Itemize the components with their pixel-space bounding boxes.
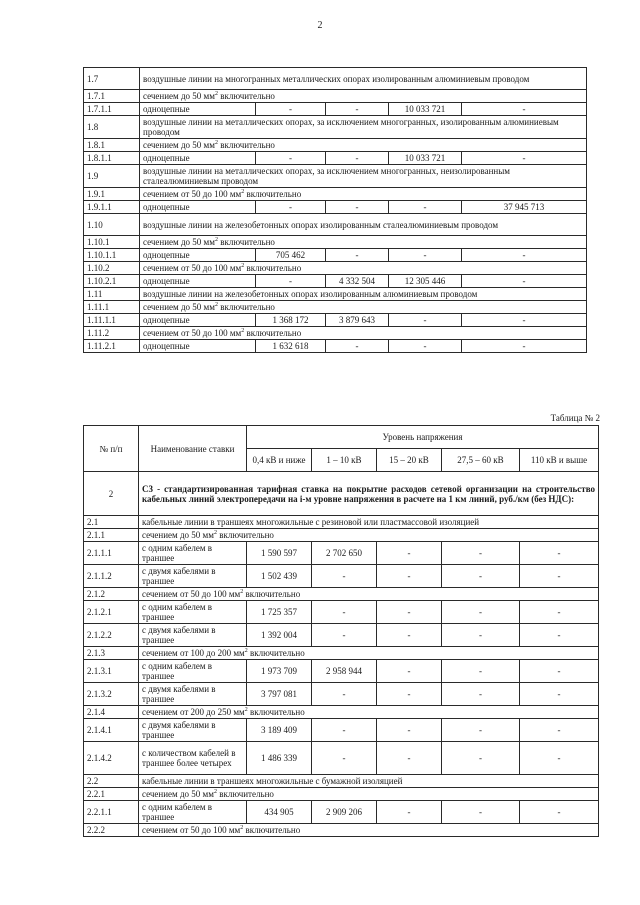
value-cell: -	[442, 801, 520, 824]
row-description	[139, 742, 247, 775]
header-col-15-20kv: 15 – 20 кВ	[377, 449, 442, 472]
value-cell: -	[312, 683, 377, 706]
description-text: воздушные линии на металлических опорах, за исключением многогранных, изолированным алюминиевым проводом	[143, 117, 559, 137]
row-description	[140, 90, 587, 103]
row-number: 1.9.1	[84, 188, 140, 201]
row-description	[139, 601, 247, 624]
page-number: 2	[317, 20, 323, 31]
value-cell: -	[462, 152, 587, 165]
description-suffix: включительно	[247, 648, 305, 658]
value-cell: -	[312, 565, 377, 588]
description-suffix: включительно	[216, 530, 274, 540]
unit-superscript: 2	[214, 140, 218, 146]
table-row	[84, 824, 599, 837]
value-cell: -	[462, 275, 587, 288]
table-row	[84, 683, 599, 706]
row-number: 1.11.1	[84, 301, 140, 314]
value-cell: -	[520, 719, 599, 742]
description-text: сечением от 50 до 100 мм	[143, 189, 242, 199]
value-cell: -	[377, 660, 442, 683]
value-cell: -	[312, 719, 377, 742]
value-cell: 3 189 409	[247, 719, 312, 742]
unit-superscript: 2	[213, 530, 217, 536]
row-description	[139, 706, 599, 719]
value-cell: -	[377, 624, 442, 647]
value-cell: -	[520, 660, 599, 683]
description-text: сечением от 50 до 100 мм	[142, 825, 241, 835]
row-description	[139, 529, 599, 542]
description-text: с одним кабелем в траншее	[142, 802, 213, 822]
value-cell: -	[389, 314, 462, 327]
description-text: кабельные линии в траншеях многожильные с бумажной изоляцией	[142, 776, 403, 786]
description-text: воздушные линии на многогранных металлических опорах изолированным алюминиевым проводом	[143, 73, 530, 84]
description-text: сечением от 50 до 100 мм	[143, 328, 242, 338]
description-text: с двумя кабелями в траншее	[142, 566, 216, 586]
row-number: 2.1.4	[84, 706, 139, 719]
value-cell: -	[442, 565, 520, 588]
value-cell: -	[442, 542, 520, 565]
description-suffix: включительно	[247, 707, 305, 717]
row-number: 1.8	[84, 116, 140, 139]
unit-superscript: 2	[214, 91, 218, 97]
table-row	[84, 236, 587, 249]
header-number-col: № п/п	[84, 426, 139, 472]
row-description	[140, 214, 587, 236]
row-description	[139, 801, 247, 824]
value-cell: -	[377, 719, 442, 742]
row-number: 1.9.1.1	[84, 201, 140, 214]
header-col-27-60kv: 27,5 – 60 кВ	[442, 449, 520, 472]
value-cell: 1 392 004	[247, 624, 312, 647]
table-row	[84, 188, 587, 201]
value-cell: -	[442, 742, 520, 775]
description-text: с одним кабелем в траншее	[142, 543, 213, 563]
table-row	[84, 529, 599, 542]
value-cell: -	[326, 340, 389, 353]
row-number: 2.1.4.1	[84, 719, 139, 742]
table-row	[84, 340, 587, 353]
value-cell: -	[520, 542, 599, 565]
value-cell: 705 462	[256, 249, 326, 262]
value-cell: -	[326, 103, 389, 116]
description-text: сечением до 50 мм	[143, 91, 215, 101]
header-col-04kv: 0,4 кВ и ниже	[247, 449, 312, 472]
row-number: 1.11.2	[84, 327, 140, 340]
row-description	[140, 165, 587, 188]
description-text: сечением до 50 мм	[143, 302, 215, 312]
table-row	[84, 775, 599, 788]
table-row	[84, 249, 587, 262]
description-text: сечением от 200 до 250 мм	[142, 707, 245, 717]
row-description	[140, 139, 587, 152]
description-text: сечением до 50 мм	[143, 140, 215, 150]
value-cell: -	[462, 314, 587, 327]
value-cell: -	[462, 103, 587, 116]
value-cell: -	[520, 601, 599, 624]
row-description	[139, 775, 599, 788]
table-row	[84, 706, 599, 719]
row-description	[139, 683, 247, 706]
value-cell: 12 305 446	[389, 275, 462, 288]
header-col-1-10kv: 1 – 10 кВ	[312, 449, 377, 472]
row-description	[140, 262, 587, 275]
unit-superscript: 2	[244, 648, 248, 654]
table-row	[84, 103, 587, 116]
row-number: 2.1.2.1	[84, 601, 139, 624]
value-cell: 3 879 643	[326, 314, 389, 327]
value-cell: -	[256, 275, 326, 288]
table-row	[84, 588, 599, 601]
table-row	[84, 601, 599, 624]
table-row	[84, 719, 599, 742]
value-cell: -	[312, 624, 377, 647]
description-text: с количеством кабелей в траншее более четырех	[142, 748, 236, 768]
table-2-caption: Таблица № 2	[550, 413, 600, 423]
value-cell: -	[377, 801, 442, 824]
row-number: 2.2.1	[84, 788, 139, 801]
table-row	[84, 139, 587, 152]
value-cell: -	[326, 249, 389, 262]
value-cell: -	[256, 152, 326, 165]
row-description	[140, 340, 256, 353]
row-number: 1.8.1.1	[84, 152, 140, 165]
description-suffix: включительно	[244, 189, 302, 199]
row-description	[140, 103, 256, 116]
value-cell: -	[442, 601, 520, 624]
value-cell: 1 632 618	[256, 340, 326, 353]
row-description	[139, 660, 247, 683]
value-cell: -	[442, 719, 520, 742]
value-cell: 1 502 439	[247, 565, 312, 588]
value-cell: -	[520, 683, 599, 706]
value-cell: -	[377, 683, 442, 706]
row-number: 1.7.1.1	[84, 103, 140, 116]
tariff-table-2	[83, 425, 599, 837]
row-number: 2.1.2	[84, 588, 139, 601]
table-row	[84, 542, 599, 565]
description-text: сечением от 50 до 100 мм	[142, 589, 241, 599]
row-number: 2.2.2	[84, 824, 139, 837]
value-cell: -	[377, 542, 442, 565]
row-number: 1.11	[84, 288, 140, 301]
value-cell: -	[442, 660, 520, 683]
row-description	[140, 249, 256, 262]
value-cell: 1 725 357	[247, 601, 312, 624]
description-suffix: включительно	[244, 328, 302, 338]
row-description	[140, 68, 587, 90]
description-text: одноцепные	[143, 315, 190, 325]
description-text: сечением до 50 мм	[142, 530, 214, 540]
description-text: с двумя кабелями в траншее	[142, 625, 216, 645]
row-description	[140, 288, 587, 301]
row-number: 1.7.1	[84, 90, 140, 103]
description-text: воздушные линии на железобетонных опорах изолированным сталеалюминиевым проводом	[143, 219, 499, 230]
row-number: 1.11.2.1	[84, 340, 140, 353]
row-number: 2.2	[84, 775, 139, 788]
value-cell: 1 590 597	[247, 542, 312, 565]
value-cell: -	[389, 201, 462, 214]
row-number: 2.1.4.2	[84, 742, 139, 775]
table-row	[84, 788, 599, 801]
row-description	[140, 314, 256, 327]
description-text: одноцепные	[143, 153, 190, 163]
value-cell: -	[389, 249, 462, 262]
value-cell: -	[326, 201, 389, 214]
unit-superscript: 2	[241, 189, 245, 195]
unit-superscript: 2	[240, 589, 244, 595]
row-description	[139, 788, 599, 801]
description-suffix: включительно	[216, 789, 274, 799]
row-number: 1.10.2.1	[84, 275, 140, 288]
unit-superscript: 2	[241, 263, 245, 269]
value-cell: -	[442, 683, 520, 706]
value-cell: -	[256, 103, 326, 116]
table-row	[84, 201, 587, 214]
header-name-col: Наименование ставки	[139, 426, 247, 472]
table-row	[84, 165, 587, 188]
table-row	[84, 801, 599, 824]
description-text: с одним кабелем в траншее	[142, 602, 213, 622]
description-text: одноцепные	[143, 250, 190, 260]
row-number: 2.1.1.2	[84, 565, 139, 588]
value-cell: 3 797 081	[247, 683, 312, 706]
table-row	[84, 327, 587, 340]
row-description	[139, 542, 247, 565]
table-row	[84, 90, 587, 103]
unit-superscript: 2	[244, 707, 248, 713]
table-row	[84, 68, 587, 90]
table-row	[84, 116, 587, 139]
table-row	[84, 660, 599, 683]
description-text: воздушные линии на железобетонных опорах изолированным алюминиевым проводом	[143, 289, 478, 299]
row-description	[139, 588, 599, 601]
unit-superscript: 2	[214, 237, 218, 243]
row-number: 1.10.1.1	[84, 249, 140, 262]
row-number: 2.1.3	[84, 647, 139, 660]
row-number: 2.1.1	[84, 529, 139, 542]
description-suffix: включительно	[243, 825, 301, 835]
description-text: воздушные линии на металлических опорах, за исключением многогранных, неизолированным сталеалюминиевым проводом	[143, 166, 510, 186]
value-cell: 2 909 206	[312, 801, 377, 824]
unit-superscript: 2	[240, 825, 244, 831]
description-text: сечением до 50 мм	[142, 789, 214, 799]
description-text: с двумя кабелями в траншее	[142, 684, 216, 704]
value-cell: -	[520, 624, 599, 647]
table-2-header-row-1	[84, 426, 599, 449]
value-cell: -	[462, 249, 587, 262]
table-row	[84, 275, 587, 288]
title-row-number: 2	[84, 472, 139, 516]
row-number: 2.1.1.1	[84, 542, 139, 565]
description-suffix: включительно	[244, 263, 302, 273]
description-text: кабельные линии в траншеях многожильные с резиновой или пластмассовой изоляцией	[142, 517, 480, 527]
row-description	[139, 624, 247, 647]
description-suffix: включительно	[243, 589, 301, 599]
tariff-table-1	[83, 67, 587, 353]
header-col-110kv: 110 кВ и выше	[520, 449, 599, 472]
value-cell: 434 905	[247, 801, 312, 824]
row-number: 2.2.1.1	[84, 801, 139, 824]
row-number: 1.10	[84, 214, 140, 236]
row-number: 1.10.2	[84, 262, 140, 275]
value-cell: -	[256, 201, 326, 214]
value-cell: 10 033 721	[389, 152, 462, 165]
table-row	[84, 565, 599, 588]
description-suffix: включительно	[217, 91, 275, 101]
description-suffix: включительно	[217, 302, 275, 312]
table-row	[84, 624, 599, 647]
row-description	[139, 719, 247, 742]
value-cell: 1 973 709	[247, 660, 312, 683]
row-description	[139, 647, 599, 660]
row-number: 1.10.1	[84, 236, 140, 249]
table-row	[84, 516, 599, 529]
unit-superscript: 2	[214, 302, 218, 308]
row-description	[140, 116, 587, 139]
row-description	[139, 565, 247, 588]
table-row	[84, 214, 587, 236]
table-row	[84, 288, 587, 301]
row-description	[139, 824, 599, 837]
row-number: 2.1.3.2	[84, 683, 139, 706]
row-description	[140, 301, 587, 314]
description-text: с двумя кабелями в траншее	[142, 720, 216, 740]
value-cell: 4 332 504	[326, 275, 389, 288]
description-text: одноцепные	[143, 341, 190, 351]
row-number: 2.1	[84, 516, 139, 529]
value-cell: -	[377, 601, 442, 624]
unit-superscript: 2	[241, 328, 245, 334]
table-row	[84, 152, 587, 165]
value-cell: -	[377, 742, 442, 775]
description-text: сечением до 50 мм	[143, 237, 215, 247]
row-description	[140, 236, 587, 249]
row-number: 1.7	[84, 68, 140, 90]
value-cell: -	[462, 340, 587, 353]
table-row	[84, 647, 599, 660]
value-cell: -	[520, 742, 599, 775]
description-suffix: включительно	[217, 140, 275, 150]
value-cell: -	[312, 742, 377, 775]
value-cell: -	[520, 801, 599, 824]
table-2-title-row	[84, 472, 599, 516]
value-cell: 1 368 172	[256, 314, 326, 327]
value-cell: -	[520, 565, 599, 588]
value-cell: 1 486 339	[247, 742, 312, 775]
description-text: одноцепные	[143, 104, 190, 114]
description-text: одноцепные	[143, 276, 190, 286]
description-text: сечением от 100 до 200 мм	[142, 648, 245, 658]
row-number: 1.8.1	[84, 139, 140, 152]
description-text: одноцепные	[143, 202, 190, 212]
row-number: 2.1.2.2	[84, 624, 139, 647]
row-number: 1.9	[84, 165, 140, 188]
value-cell: 37 945 713	[462, 201, 587, 214]
table-row	[84, 262, 587, 275]
description-text: сечением от 50 до 100 мм	[143, 263, 242, 273]
value-cell: -	[312, 601, 377, 624]
value-cell: -	[442, 624, 520, 647]
row-number: 2.1.3.1	[84, 660, 139, 683]
row-description	[139, 516, 599, 529]
table-row	[84, 742, 599, 775]
row-description	[140, 327, 587, 340]
header-voltage-level: Уровень напряжения	[247, 426, 599, 449]
value-cell: -	[326, 152, 389, 165]
table-row	[84, 301, 587, 314]
row-description	[140, 201, 256, 214]
row-number: 1.11.1.1	[84, 314, 140, 327]
row-description	[140, 275, 256, 288]
value-cell: -	[389, 340, 462, 353]
value-cell: 10 033 721	[389, 103, 462, 116]
value-cell: -	[377, 565, 442, 588]
description-text: с одним кабелем в траншее	[142, 661, 213, 681]
value-cell: 2 702 650	[312, 542, 377, 565]
value-cell: 2 958 944	[312, 660, 377, 683]
description-suffix: включительно	[217, 237, 275, 247]
row-description	[140, 152, 256, 165]
table-row	[84, 314, 587, 327]
unit-superscript: 2	[213, 789, 217, 795]
title-row-text: С3 - стандартизированная тарифная ставка на покрытие расходов сетевой организации на строительство кабельных линий электропередачи на i-м уровне напряжения в расчете на 1 км линий, руб./км (без НДС):	[139, 472, 599, 516]
row-description	[140, 188, 587, 201]
